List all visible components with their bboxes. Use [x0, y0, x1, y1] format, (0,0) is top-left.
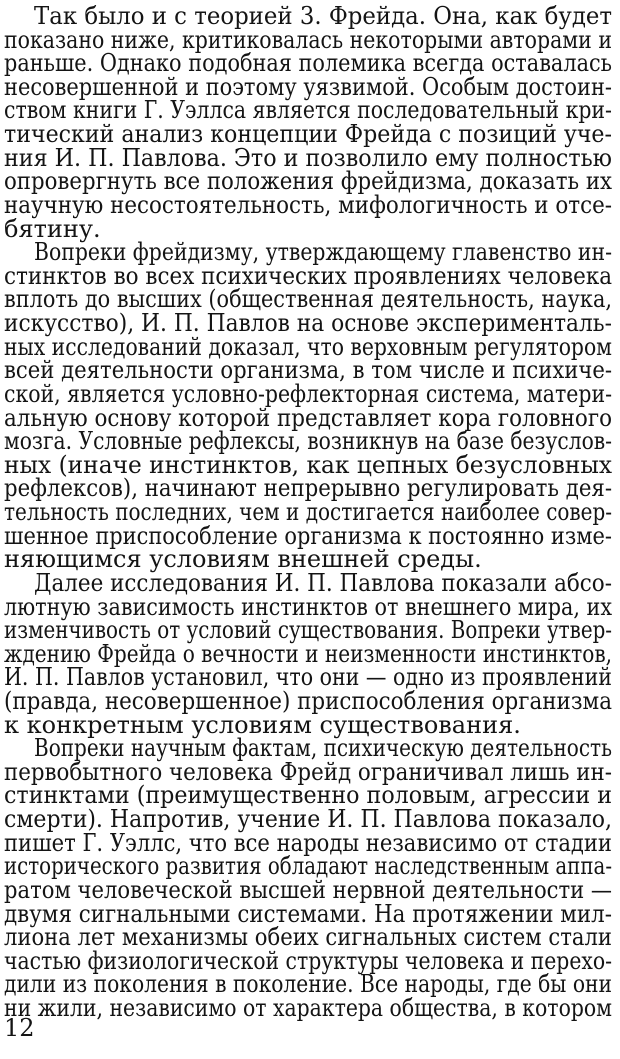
text-line: стинктов во всех психических проявлениях человека — [4, 261, 613, 290]
text-line: частью физиологической структуры человека и перехо- — [4, 946, 613, 975]
text-line: показано ниже, критиковалась некоторыми авторами и — [4, 25, 612, 54]
text-line: тический анализ концепции Фрейда с позиций уче- — [4, 120, 612, 149]
text-line: бятину. — [4, 214, 101, 243]
text-line: шенное приспособление организма к постоянно изме- — [4, 521, 612, 550]
text-line: ждению Фрейда о вечности и неизменности инстинктов, — [4, 639, 612, 668]
text-line: Вопреки фрейдизму, утверждающему главенство ин- — [34, 238, 613, 267]
text-line: всей деятельности организма, в том числе и психиче- — [4, 356, 613, 385]
text-line: ской, является условно-рефлекторная система, матери- — [4, 379, 612, 408]
text-line: лиона лет механизмы обеих сигнальных систем стали — [4, 923, 612, 952]
text-line: Далее исследования И. П. Павлова показали абсо- — [34, 568, 612, 597]
text-line: ных исследований доказал, что верховным регулятором — [4, 332, 613, 361]
text-line: вплоть до высших (общественная деятельность, наука, — [4, 285, 612, 314]
text-line: ных (иначе инстинктов, как цепных безусловных — [4, 450, 613, 479]
text-line: ния И. П. Павлова. Это и позволило ему полностью — [4, 143, 613, 172]
text-line: рефлексов), начинают непрерывно регулировать дея- — [4, 474, 613, 503]
text-line: научную несостоятельность, мифологичность и отсе- — [4, 190, 612, 219]
text-line: первобытного человека Фрейд ограничивал лишь ин- — [4, 757, 612, 786]
text-line: стинктами (преимущественно половым, агрессии и — [4, 781, 613, 810]
text-line: мозга. Условные рефлексы, возникнув на базе безуслов- — [4, 427, 613, 456]
text-line: И. П. Павлов установил, что они — одно из проявлений — [4, 663, 612, 692]
text-line: двумя сигнальными системами. На протяжении мил- — [4, 899, 612, 928]
text-line: пишет Г. Уэллс, что все народы независимо от стадии — [4, 828, 612, 857]
text-line: няющимся условиям внешней среды. — [4, 545, 482, 574]
text-line: лютную зависимость инстинктов от внешнего мира, их — [4, 592, 613, 621]
text-line: к конкретным условиям существования. — [4, 710, 521, 739]
text-line: дили из поколения в поколение. Все народы, где бы они — [4, 970, 612, 999]
text-line: опровергнуть все положения фрейдизма, доказать их — [4, 167, 613, 196]
text-line: Вопреки научным фактам, психическую деятельность — [34, 734, 612, 763]
text-line: раньше. Однако подобная полемика всегда оставалась — [4, 49, 612, 78]
text-line: ством книги Г. Уэллса является последовательный кри- — [4, 96, 612, 125]
text-line: тельность последних, чем и достигается наиболее совер- — [4, 498, 613, 527]
text-line: несовершенной и поэтому уязвимой. Особым достоин- — [4, 72, 612, 101]
text-line: искусство), И. П. Павлов на основе эксперименталь- — [4, 309, 612, 338]
text-line: ни жили, независимо от характера общества, в котором — [4, 994, 613, 1023]
text-line: изменчивость от условий существования. Вопреки утвер- — [4, 616, 613, 645]
text-line: альную основу которой представляет кора головного — [4, 403, 612, 432]
text-line: Так было и с теорией 3. Фрейда. Она, как будет — [34, 2, 613, 30]
text-line: исторического развития обладают наследственным аппа- — [4, 852, 613, 881]
text-line: ратом человеческой высшей нервной деятельности — — [4, 875, 613, 904]
page-number: 12 — [4, 1014, 35, 1042]
text-line: смерти). Напротив, учение И. П. Павлова показало, — [4, 805, 613, 834]
text-line: (правда, несовершенное) приспособления организма — [4, 686, 612, 715]
